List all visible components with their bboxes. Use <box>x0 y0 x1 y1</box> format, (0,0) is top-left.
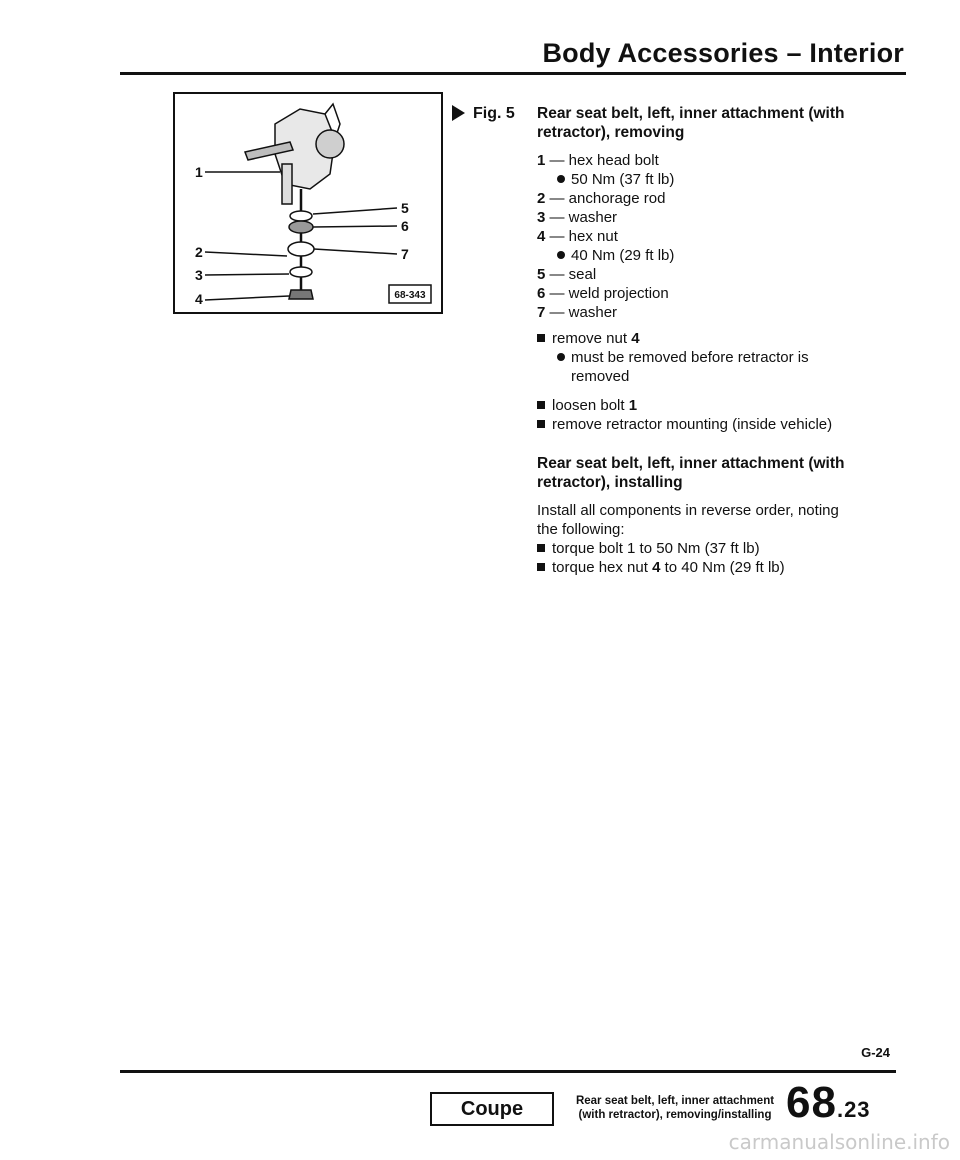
bullet-square-icon <box>537 401 545 409</box>
retractor-spool <box>316 130 344 158</box>
list-item: 7 — washer <box>537 304 618 321</box>
leader-line-2 <box>205 252 287 256</box>
figure-box <box>173 92 443 314</box>
leader-line-7 <box>314 249 397 254</box>
list-item: 5 — seal <box>537 266 597 283</box>
callout-7: 7 <box>401 246 409 262</box>
list-item-spec: 40 Nm (29 ft lb) <box>537 246 887 265</box>
bullet-square-icon <box>537 420 545 428</box>
leader-line-4 <box>205 296 289 300</box>
list-item: 3 — washer <box>537 209 618 226</box>
bullet-dot-icon <box>557 175 565 183</box>
header-rule <box>120 72 906 75</box>
list-item: remove retractor mounting (inside vehicle) <box>537 415 887 434</box>
section2-intro-line1: Install all components in reverse order, noting <box>537 502 839 519</box>
section1-heading: Rear seat belt, left, inner attachment (with retractor), removing <box>537 105 845 141</box>
list-item: torque bolt 1 to 50 Nm (37 ft lb) <box>537 539 887 558</box>
callout-4: 4 <box>195 291 203 307</box>
footer-rule <box>120 1070 896 1073</box>
weld-projection-part <box>289 221 313 233</box>
figure-label <box>452 105 515 123</box>
figure-label-text: Fig. 5 <box>473 105 515 122</box>
section2-body <box>537 501 887 577</box>
hex-nut-part <box>289 290 313 299</box>
leader-line-6 <box>313 226 397 227</box>
parts-list <box>537 151 887 322</box>
hex-bolt <box>282 164 292 204</box>
list-item: loosen bolt 1 <box>537 396 887 415</box>
model-badge: Coupe <box>430 1092 554 1126</box>
seal-part <box>290 211 312 221</box>
callout-3: 3 <box>195 267 203 283</box>
section2-intro-line2: the following: <box>537 521 625 538</box>
callout-1: 1 <box>195 164 203 180</box>
bullet-square-icon <box>537 563 545 571</box>
section2-heading: Rear seat belt, left, inner attachment (with retractor), installing <box>537 455 845 491</box>
list-item: torque hex nut 4 to 40 Nm (29 ft lb) <box>537 558 887 577</box>
removal-steps-b <box>537 396 887 434</box>
leader-line-3 <box>205 274 289 275</box>
callout-2: 2 <box>195 244 203 260</box>
list-item: 4 — hex nut <box>537 228 618 245</box>
bullet-dot-icon <box>557 251 565 259</box>
watermark-text: carmanualsonline.info <box>728 1130 950 1154</box>
bullet-dot-icon <box>557 353 565 361</box>
bullet-square-icon <box>537 544 545 552</box>
page-number: 68.23 <box>786 1078 871 1127</box>
callout-5: 5 <box>401 200 409 216</box>
bullet-square-icon <box>537 334 545 342</box>
removal-steps-a <box>537 329 887 386</box>
figure-illustration <box>175 94 441 312</box>
page-code: G-24 <box>861 1045 890 1060</box>
callout-6: 6 <box>401 218 409 234</box>
washer-upper-part <box>288 242 314 256</box>
washer-lower-part <box>290 267 312 277</box>
list-item: remove nut 4 <box>537 329 887 348</box>
list-item: 2 — anchorage rod <box>537 190 666 207</box>
arrow-right-icon <box>452 105 465 121</box>
list-item-spec: 50 Nm (37 ft lb) <box>537 170 887 189</box>
list-item: 6 — weld projection <box>537 285 669 302</box>
list-item: 1 — hex head bolt <box>537 152 659 169</box>
leader-line-5 <box>313 208 397 214</box>
footer-description: Rear seat belt, left, inner attachment (with retractor), removing/installing <box>575 1095 775 1121</box>
page-header-title: Body Accessories – Interior <box>542 38 904 68</box>
ref-code-text: 68-343 <box>394 290 426 301</box>
list-item-note: must be removed before retractor is removed <box>537 348 887 386</box>
